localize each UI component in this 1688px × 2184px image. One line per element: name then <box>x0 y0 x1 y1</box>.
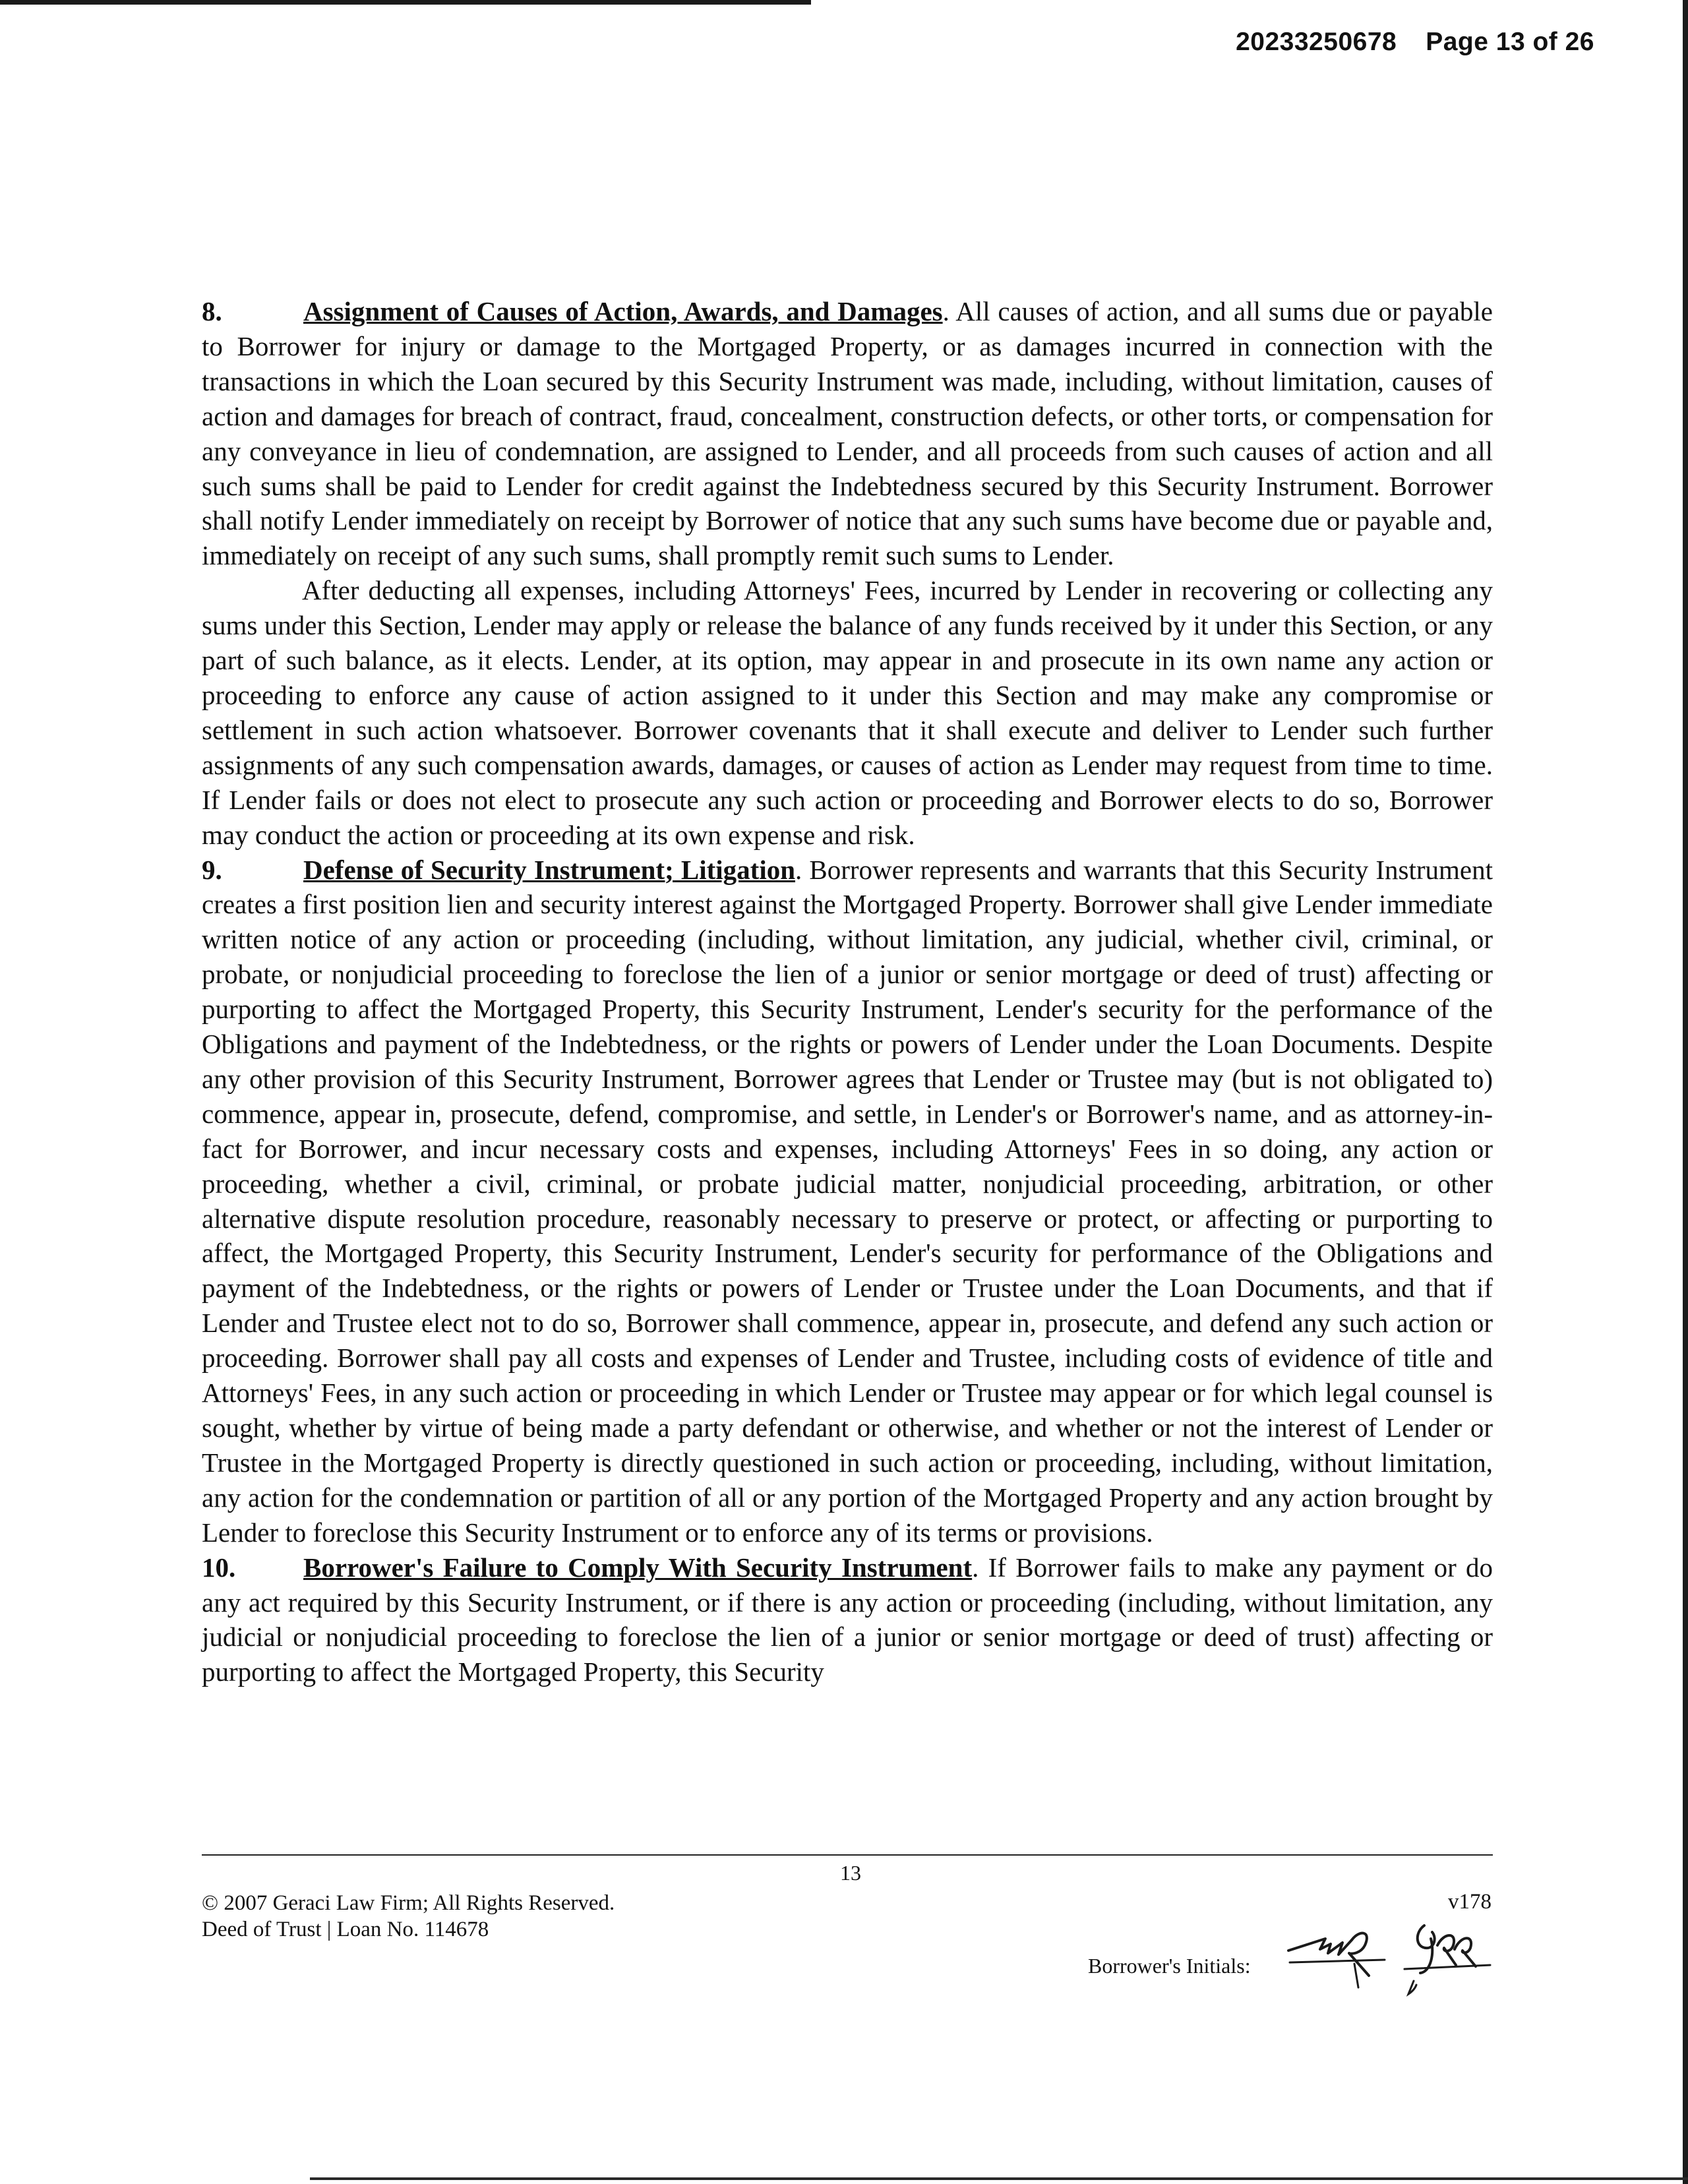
scan-edge-right <box>1683 0 1688 2184</box>
recording-stamp <box>1236 28 1594 57</box>
section-9-title-period: . <box>795 854 802 885</box>
section-10-text: If Borrower fails to make any payment or do any act required by this Security Instrument, or if there is any action or proceeding (including, without limitation, any judicial or nonjudicial proceeding to foreclose the lien of a junior or senior mortgage or deed of trust) affecting or purporting to affect the Mortgaged Property, this Security <box>202 1552 1493 1687</box>
borrower-initials-label: Borrower's Initials: <box>1088 1954 1251 1978</box>
document-body <box>202 294 1493 1689</box>
section-8 <box>202 294 1493 573</box>
section-9-text: Borrower represents and warrants that this Security Instrument creates a first position lien and security interest against the Mortgaged Property. Borrower shall give Lender immediate written notice of any action or proceeding (including, without limitation, any judicial, whether civil, criminal, or probate, or nonjudicial proceeding to foreclose the lien of a junior or senior mortgage or deed of trust) affecting or purporting to affect the Mortgaged Property, this Security Instrument, Lender's security for the performance of the Obligations and payment of the Indebtedness, or the rights or powers of Lender under the Loan Documents. Despite any other provision of this Security Instrument, Borrower agrees that Lender or Trustee may (but is not obligated to) commence, appear in, prosecute, defend, compromise, and settle, in Lender's or Borrower's name, and as attorney-in-fact for Borrower, and incur necessary costs and expenses, including Attorneys' Fees in so doing, any action or proceeding, whether a civil, criminal, or probate judicial matter, nonjudicial proceeding, arbitration, or other alternative dispute resolution procedure, reasonably necessary to preserve or protect, or affecting or purporting to affect, the Mortgaged Property, this Security Instrument, Lender's security for performance of the Obligations and payment of the Indebtedness, or the rights or powers of Lender or Trustee under the Loan Documents, and that if Lender and Trustee elect not to do so, Borrower shall commence, appear in, prosecute, and defend any such action or proceeding. Borrower shall pay all costs and expenses of Lender and Trustee, including costs of evidence of title and Attorneys' Fees, in any such action or proceeding in which Lender or Trustee may appear or for which legal counsel is sought, whether by virtue of being made a party defendant or otherwise, and whether or not the interest of Lender or Trustee in the Mortgaged Property is directly questioned in such action or proceeding, including, without limitation, any action for the condemnation or partition of all or any portion of the Mortgaged Property and any action brought by Lender to foreclose this Security Instrument or to enforce any of its terms or provisions. <box>202 854 1493 1548</box>
version-label: v178 <box>1448 1890 1492 1914</box>
section-8-title-period: . <box>942 296 950 326</box>
section-9-title: Defense of Security Instrument; Litigation <box>303 854 796 885</box>
section-10-title-period: . <box>972 1552 979 1583</box>
footer-left <box>202 1890 615 1943</box>
section-10 <box>202 1550 1493 1690</box>
section-8-title: Assignment of Causes of Action, Awards, and Damages <box>303 296 943 326</box>
section-8-number: 8. <box>202 296 222 326</box>
borrower-initial-mark-1 <box>1286 1924 1391 1997</box>
scan-edge-bottom <box>310 2177 1688 2180</box>
copyright-line: © 2007 Geraci Law Firm; All Rights Reserved. <box>202 1891 615 1915</box>
section-9-number: 9. <box>202 854 222 885</box>
scan-edge-top <box>0 0 811 5</box>
section-8-text: All causes of action, and all sums due or payable to Borrower for injury or damage to the Mortgaged Property, or as damages incurred in connection with the transactions in which the Loan secured by this Security Instrument was made, including, without limitation, causes of action and damages for breach of contract, fraud, concealment, construction defects, or other torts, or compensation for any conveyance in lieu of condemnation, are assigned to Lender, and all proceeds from such causes of action and all such sums shall be paid to Lender for credit against the Indebtedness secured by this Security Instrument. Borrower shall notify Lender immediately on receipt by Borrower of notice that any such sums have become due or payable and, immediately on receipt of any such sums, shall promptly remit such sums to Lender. <box>202 296 1493 571</box>
section-10-number: 10. <box>202 1552 236 1583</box>
borrower-initial-mark-2 <box>1398 1912 1497 2005</box>
section-9 <box>202 853 1493 1550</box>
document-number: 20233250678 <box>1236 28 1397 56</box>
section-10-title: Borrower's Failure to Comply With Security Instrument <box>303 1552 973 1583</box>
footer-divider <box>202 1854 1493 1856</box>
deed-loan-line: Deed of Trust | Loan No. 114678 <box>202 1918 489 1941</box>
page-label: Page 13 of 26 <box>1426 28 1594 56</box>
page-number: 13 <box>840 1861 861 1885</box>
section-8-paragraph-2: After deducting all expenses, including Attorneys' Fees, incurred by Lender in recovering or collecting any sums under this Section, Lender may apply or release the balance of any funds received by it under this Section, or any part of such balance, as it elects. Lender, at its option, may appear in and prosecute in its own name any action or proceeding to enforce any cause of action assigned to it under this Section and may make any compromise or settlement in such action whatsoever. Borrower covenants that it shall execute and deliver to Lender such further assignments of any such compensation awards, damages, or causes of action as Lender may request from time to time. If Lender fails or does not elect to prosecute any such action or proceeding and Borrower elects to do so, Borrower may conduct the action or proceeding at its own expense and risk. <box>202 575 1493 850</box>
